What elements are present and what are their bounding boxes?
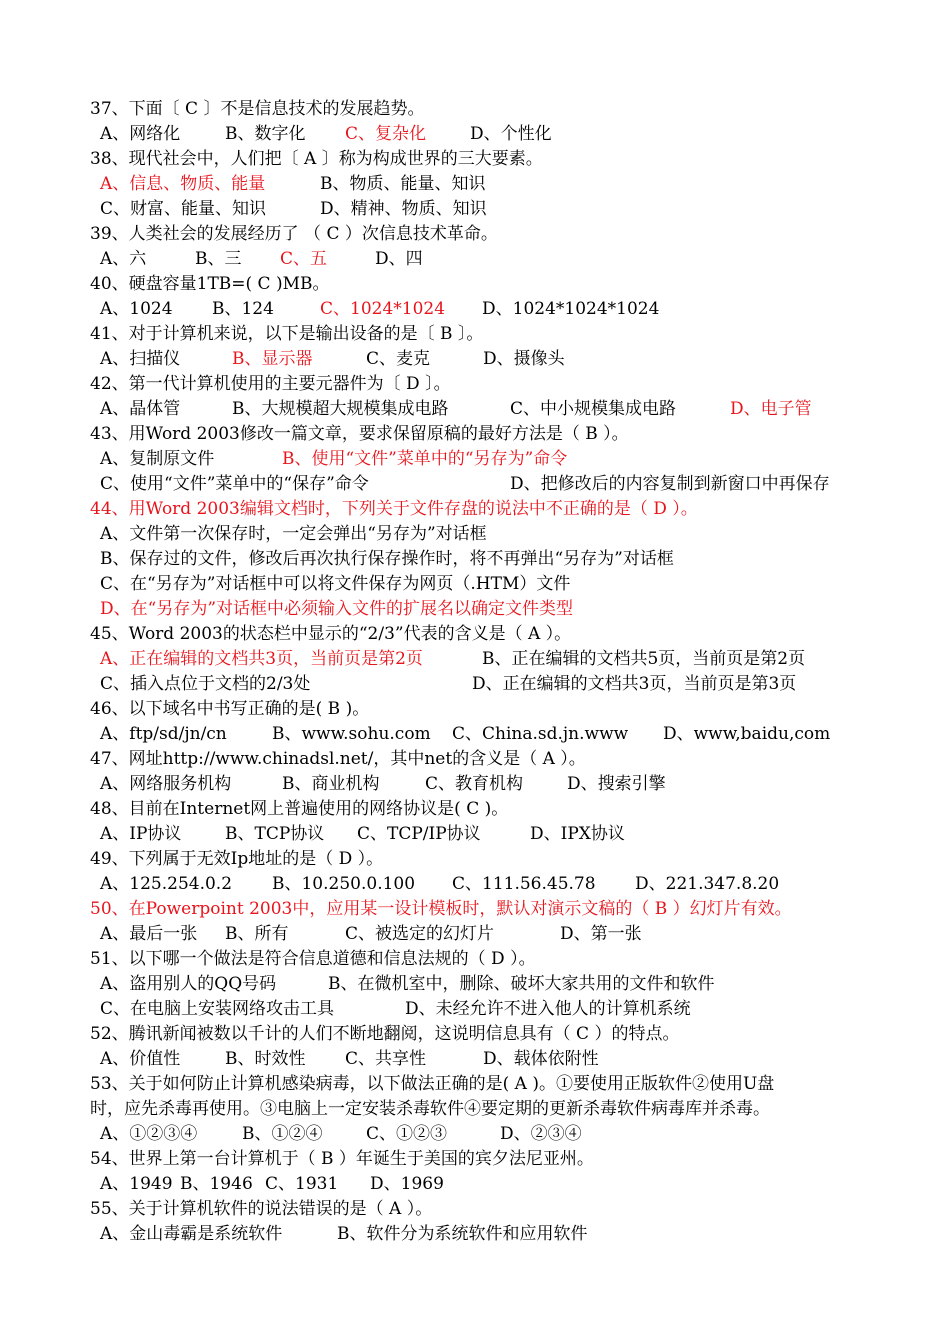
document-line bbox=[0, 1097, 950, 1121]
line-text: C、111.56.45.78 bbox=[452, 874, 596, 894]
document-line bbox=[0, 322, 950, 346]
line-text: A、晶体管 bbox=[100, 399, 181, 419]
line-text: B、商业机构 bbox=[282, 774, 380, 794]
highlighted-answer-text: C、复杂化 bbox=[345, 124, 427, 144]
document-line bbox=[0, 1047, 950, 1071]
line-text: B、1946 bbox=[180, 1174, 253, 1194]
document-line bbox=[0, 122, 950, 146]
line-text: A、扫描仪 bbox=[100, 349, 181, 369]
document-line bbox=[0, 747, 950, 771]
line-text: B、所有 bbox=[225, 924, 289, 944]
line-text: 54、世界上第一台计算机于（ B ）年诞生于美国的宾夕法尼亚州。 bbox=[90, 1149, 594, 1169]
line-text: B、www.sohu.com bbox=[272, 724, 431, 744]
document-line bbox=[0, 572, 950, 596]
document-line bbox=[0, 897, 950, 921]
line-text: B、正在编辑的文档共5页，当前页是第2页 bbox=[482, 649, 806, 669]
line-text: C、在电脑上安装网络攻击工具 bbox=[100, 999, 335, 1019]
document-line bbox=[0, 822, 950, 846]
line-text: C、共享性 bbox=[345, 1049, 427, 1069]
line-text: B、物质、能量、知识 bbox=[320, 174, 486, 194]
line-text: 53、关于如何防止计算机感染病毒，以下做法正确的是( A )。①要使用正版软件②使用U盘 bbox=[90, 1074, 775, 1094]
line-text: D、正在编辑的文档共3页，当前页是第3页 bbox=[472, 674, 797, 694]
document-line bbox=[0, 797, 950, 821]
line-text: 38、现代社会中，人们把〔 A 〕称为构成世界的三大要素。 bbox=[90, 149, 543, 169]
line-text: D、②③④ bbox=[500, 1124, 582, 1144]
document-line bbox=[0, 622, 950, 646]
line-text: 43、用Word 2003修改一篇文章，要求保留原稿的最好方法是（ B ）。 bbox=[90, 424, 629, 444]
line-text: A、ftp/sd/jn/cn bbox=[100, 724, 227, 744]
document-line bbox=[0, 522, 950, 546]
document-line bbox=[0, 222, 950, 246]
line-text: D、四 bbox=[375, 249, 423, 269]
document-line bbox=[0, 847, 950, 871]
line-text: B、大规模超大规模集成电路 bbox=[232, 399, 449, 419]
document-line bbox=[0, 1072, 950, 1096]
line-text: A、盗用别人的QQ号码 bbox=[100, 974, 277, 994]
highlighted-answer-text: C、1024*1024 bbox=[320, 299, 446, 319]
document-line bbox=[0, 347, 950, 371]
line-text: A、金山毒霸是系统软件 bbox=[100, 1224, 283, 1244]
highlighted-answer-text: 50、在Powerpoint 2003中，应用某一设计模板时，默认对演示文稿的（ B ）幻灯片有效。 bbox=[90, 899, 792, 919]
highlighted-answer-text: 44、用Word 2003编辑文档时，下列关于文件存盘的说法中不正确的是（ D ）。 bbox=[90, 499, 698, 519]
line-text: B、软件分为系统软件和应用软件 bbox=[337, 1224, 588, 1244]
line-text: C、插入点位于文档的2/3处 bbox=[100, 674, 311, 694]
document-line bbox=[0, 422, 950, 446]
line-text: B、时效性 bbox=[225, 1049, 306, 1069]
line-text: 41、对于计算机来说，以下是输出设备的是〔 B 〕。 bbox=[90, 324, 484, 344]
line-text: A、1949 bbox=[100, 1174, 173, 1194]
line-text: B、数字化 bbox=[225, 124, 306, 144]
document-line bbox=[0, 97, 950, 121]
document-line bbox=[0, 172, 950, 196]
document-line bbox=[0, 1172, 950, 1196]
line-text: 37、下面〔 C 〕不是信息技术的发展趋势。 bbox=[90, 99, 425, 119]
line-text: A、网络服务机构 bbox=[100, 774, 232, 794]
line-text: A、复制原文件 bbox=[100, 449, 215, 469]
line-text: B、124 bbox=[212, 299, 274, 319]
line-text: D、个性化 bbox=[470, 124, 552, 144]
line-text: D、IPX协议 bbox=[530, 824, 625, 844]
document-line bbox=[0, 1022, 950, 1046]
line-text: D、第一张 bbox=[560, 924, 642, 944]
line-text: D、1969 bbox=[370, 1174, 444, 1194]
highlighted-answer-text: B、显示器 bbox=[232, 349, 313, 369]
line-text: 46、以下域名中书写正确的是( B )。 bbox=[90, 699, 370, 719]
line-text: A、网络化 bbox=[100, 124, 181, 144]
line-text: B、10.250.0.100 bbox=[272, 874, 416, 894]
line-text: C、①②③ bbox=[366, 1124, 448, 1144]
document-line bbox=[0, 597, 950, 621]
line-text: 45、Word 2003的状态栏中显示的“2/3”代表的含义是（ A ）。 bbox=[90, 624, 572, 644]
line-text: D、载体依附性 bbox=[483, 1049, 599, 1069]
document-line bbox=[0, 647, 950, 671]
line-text: D、221.347.8.20 bbox=[635, 874, 780, 894]
document-line bbox=[0, 397, 950, 421]
line-text: D、把修改后的内容复制到新窗口中再保存 bbox=[510, 474, 830, 494]
line-text: D、搜索引擎 bbox=[567, 774, 666, 794]
document-line bbox=[0, 672, 950, 696]
document-line bbox=[0, 872, 950, 896]
line-text: B、TCP协议 bbox=[225, 824, 325, 844]
line-text: C、教育机构 bbox=[425, 774, 524, 794]
document-line bbox=[0, 547, 950, 571]
line-text: D、www,baidu,com bbox=[663, 724, 831, 744]
line-text: A、六 bbox=[100, 249, 147, 269]
document-line bbox=[0, 997, 950, 1021]
document-line bbox=[0, 922, 950, 946]
line-text: 39、人类社会的发展经历了 （ C ）次信息技术革命。 bbox=[90, 224, 498, 244]
line-text: 51、以下哪一个做法是符合信息道德和信息法规的（ D ）。 bbox=[90, 949, 536, 969]
document-line bbox=[0, 197, 950, 221]
line-text: A、①②③④ bbox=[100, 1124, 198, 1144]
line-text: 48、目前在Internet网上普遍使用的网络协议是( C )。 bbox=[90, 799, 509, 819]
line-text: 52、腾讯新闻被数以千计的人们不断地翻阅，这说明信息具有（ C ）的特点。 bbox=[90, 1024, 680, 1044]
line-text: C、中小规模集成电路 bbox=[510, 399, 677, 419]
line-text: A、1024 bbox=[100, 299, 173, 319]
document-line bbox=[0, 472, 950, 496]
highlighted-answer-text: A、信息、物质、能量 bbox=[100, 174, 266, 194]
document-line bbox=[0, 1197, 950, 1221]
highlighted-answer-text: C、五 bbox=[280, 249, 328, 269]
line-text: 42、第一代计算机使用的主要元器件为〔 D 〕。 bbox=[90, 374, 451, 394]
document-line bbox=[0, 1222, 950, 1246]
line-text: 55、关于计算机软件的说法错误的是（ A ）。 bbox=[90, 1199, 433, 1219]
document-line bbox=[0, 447, 950, 471]
line-text: B、①②④ bbox=[242, 1124, 323, 1144]
document-line bbox=[0, 497, 950, 521]
document-line bbox=[0, 1122, 950, 1146]
document-line bbox=[0, 297, 950, 321]
line-text: D、摄像头 bbox=[483, 349, 565, 369]
document-line bbox=[0, 772, 950, 796]
line-text: A、文件第一次保存时，一定会弹出“另存为”对话框 bbox=[100, 524, 487, 544]
line-text: C、麦克 bbox=[366, 349, 431, 369]
document-line bbox=[0, 1147, 950, 1171]
line-text: 40、硬盘容量1TB=( C )MB。 bbox=[90, 274, 330, 294]
line-text: C、被选定的幻灯片 bbox=[345, 924, 495, 944]
line-text: D、精神、物质、知识 bbox=[320, 199, 487, 219]
line-text: B、在微机室中，删除、破坏大家共用的文件和软件 bbox=[328, 974, 715, 994]
line-text: D、1024*1024*1024 bbox=[482, 299, 660, 319]
line-text: A、最后一张 bbox=[100, 924, 198, 944]
line-text: C、使用“文件”菜单中的“保存”命令 bbox=[100, 474, 369, 494]
line-text: C、财富、能量、知识 bbox=[100, 199, 267, 219]
document-line bbox=[0, 372, 950, 396]
line-text: C、在“另存为”对话框中可以将文件保存为网页（.HTM）文件 bbox=[100, 574, 571, 594]
document-line bbox=[0, 147, 950, 171]
line-text: A、125.254.0.2 bbox=[100, 874, 233, 894]
document-line bbox=[0, 272, 950, 296]
line-text: B、保存过的文件，修改后再次执行保存操作时，将不再弹出“另存为”对话框 bbox=[100, 549, 674, 569]
line-text: 49、下列属于无效Ip地址的是（ D ）。 bbox=[90, 849, 384, 869]
line-text: A、价值性 bbox=[100, 1049, 181, 1069]
document-line bbox=[0, 722, 950, 746]
line-text: C、1931 bbox=[265, 1174, 339, 1194]
line-text: C、TCP/IP协议 bbox=[357, 824, 481, 844]
highlighted-answer-text: D、电子管 bbox=[730, 399, 812, 419]
document-line bbox=[0, 697, 950, 721]
document-line bbox=[0, 972, 950, 996]
document-line bbox=[0, 947, 950, 971]
line-text: D、未经允许不进入他人的计算机系统 bbox=[405, 999, 691, 1019]
document-line bbox=[0, 247, 950, 271]
highlighted-answer-text: D、在“另存为”对话框中必须输入文件的扩展名以确定文件类型 bbox=[100, 599, 574, 619]
line-text: 47、网址http://www.chinadsl.net/，其中net的含义是（ A ）。 bbox=[90, 749, 586, 769]
highlighted-answer-text: B、使用“文件”菜单中的“另存为”命令 bbox=[282, 449, 568, 469]
line-text: B、三 bbox=[195, 249, 242, 269]
line-text: A、IP协议 bbox=[100, 824, 182, 844]
line-text: 时，应先杀毒再使用。③电脑上一定安装杀毒软件④要定期的更新杀毒软件病毒库并杀毒。 bbox=[90, 1099, 770, 1119]
line-text: C、China.sd.jn.www bbox=[452, 724, 629, 744]
highlighted-answer-text: A、正在编辑的文档共3页，当前页是第2页 bbox=[100, 649, 423, 669]
